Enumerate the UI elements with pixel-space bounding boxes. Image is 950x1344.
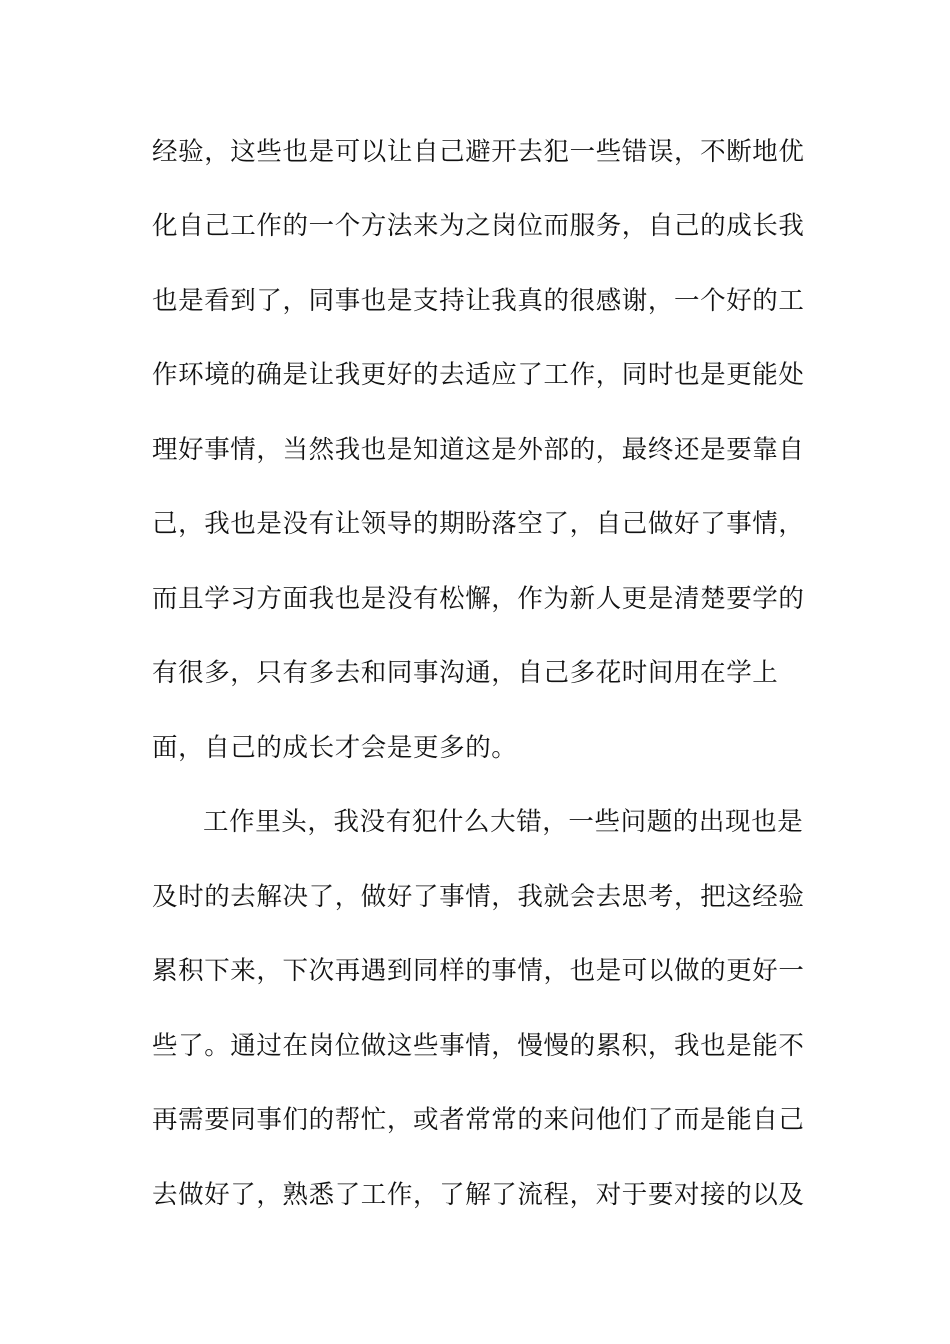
text-line: 及时的去解决了，做好了事情，我就会去思考，把这经验 [152, 882, 805, 912]
text-line: 也是看到了，同事也是支持让我真的很感谢，一个好的工 [152, 286, 805, 316]
text-line: 己，我也是没有让领导的期盼落空了，自己做好了事情， [152, 509, 805, 539]
text-line: 经验，这些也是可以让自己避开去犯一些错误，不断地优 [152, 137, 805, 167]
text-line: 化自己工作的一个方法来为之岗位而服务，自己的成长我 [152, 211, 805, 241]
text-line: 累积下来，下次再遇到同样的事情，也是可以做的更好一 [152, 956, 805, 986]
text-line: 理好事情，当然我也是知道这是外部的，最终还是要靠自 [152, 435, 805, 465]
text-line: 些了。通过在岗位做这些事情，慢慢的累积，我也是能不 [152, 1031, 805, 1061]
text-line: 而且学习方面我也是没有松懈，作为新人更是清楚要学的 [152, 584, 805, 614]
text-line: 作环境的确是让我更好的去适应了工作，同时也是更能处 [152, 360, 805, 390]
text-line: 去做好了，熟悉了工作，了解了流程，对于要对接的以及 [152, 1180, 805, 1210]
paragraph-first-line: 工作里头，我没有犯什么大错，一些问题的出现也是 [203, 807, 804, 837]
text-line: 有很多，只有多去和同事沟通，自己多花时间用在学上 [152, 658, 779, 688]
text-line: 再需要同事们的帮忙，或者常常的来问他们了而是能自己 [152, 1105, 805, 1135]
text-line: 面，自己的成长才会是更多的。 [152, 733, 518, 763]
